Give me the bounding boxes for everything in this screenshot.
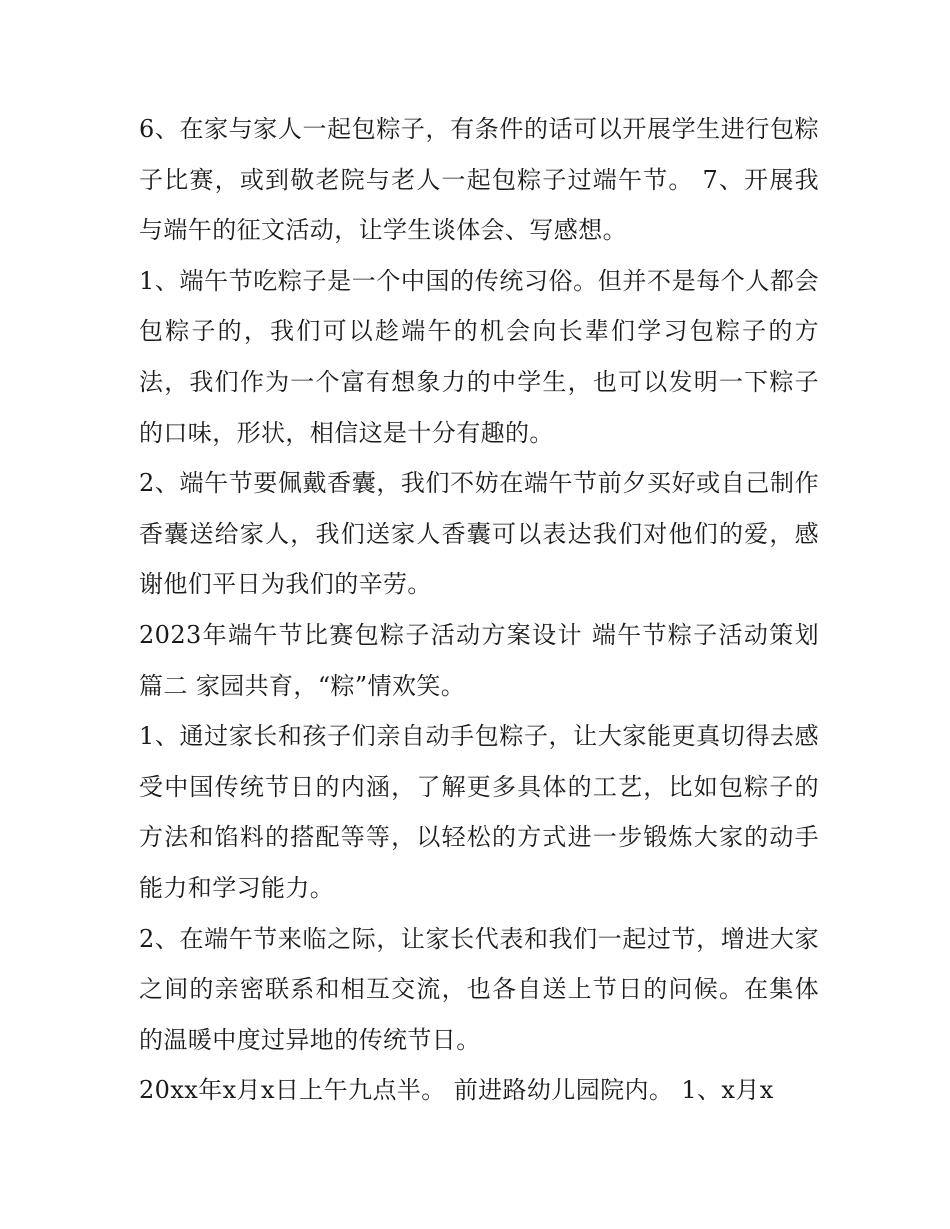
paragraph-activity-6-7: 6、在家与家人一起包粽子，有条件的话可以开展学生进行包粽子比赛，或到敬老院与老人一起包粽子过端午节。 7、开展我与端午的征文活动，让学生谈体会、写感想。 [139,115,819,245]
document-body [139,104,819,1116]
paragraph-time-place: 20xx年x月x日上午九点半。 前进路幼儿园院内。 1、x月x [139,1076,774,1105]
paragraph-zongzi-custom: 1、端午节吃粽子是一个中国的传统习俗。但并不是每个人都会包粽子的，我们可以趁端午的机会向长辈们学习包粽子的方法，我们作为一个富有想象力的中学生，也可以发明一下粽子的口味，形状，相信这是十分有趣的。 [139,266,819,447]
paragraph-plan-title: 2023年端午节比赛包粽子活动方案设计 端午节粽子活动策划篇二 家园共育，“粽”情欢笑。 [139,620,819,700]
paragraph-sachet: 2、端午节要佩戴香囊，我们不妨在端午节前夕买好或自己制作香囊送给家人，我们送家人香囊可以表达我们对他们的爱，感谢他们平日为我们的辛劳。 [139,469,819,599]
paragraph-goal-2: 2、在端午节来临之际，让家长代表和我们一起过节，增进大家之间的亲密联系和相互交流，也各自送上节日的问候。在集体的温暖中度过异地的传统节日。 [139,924,819,1054]
paragraph-goal-1: 1、通过家长和孩子们亲自动手包粽子，让大家能更真切得去感受中国传统节日的内涵，了解更多具体的工艺，比如包粽子的方法和馅料的搭配等等，以轻松的方式进一步锻炼大家的动手能力和学习能力。 [139,722,819,902]
